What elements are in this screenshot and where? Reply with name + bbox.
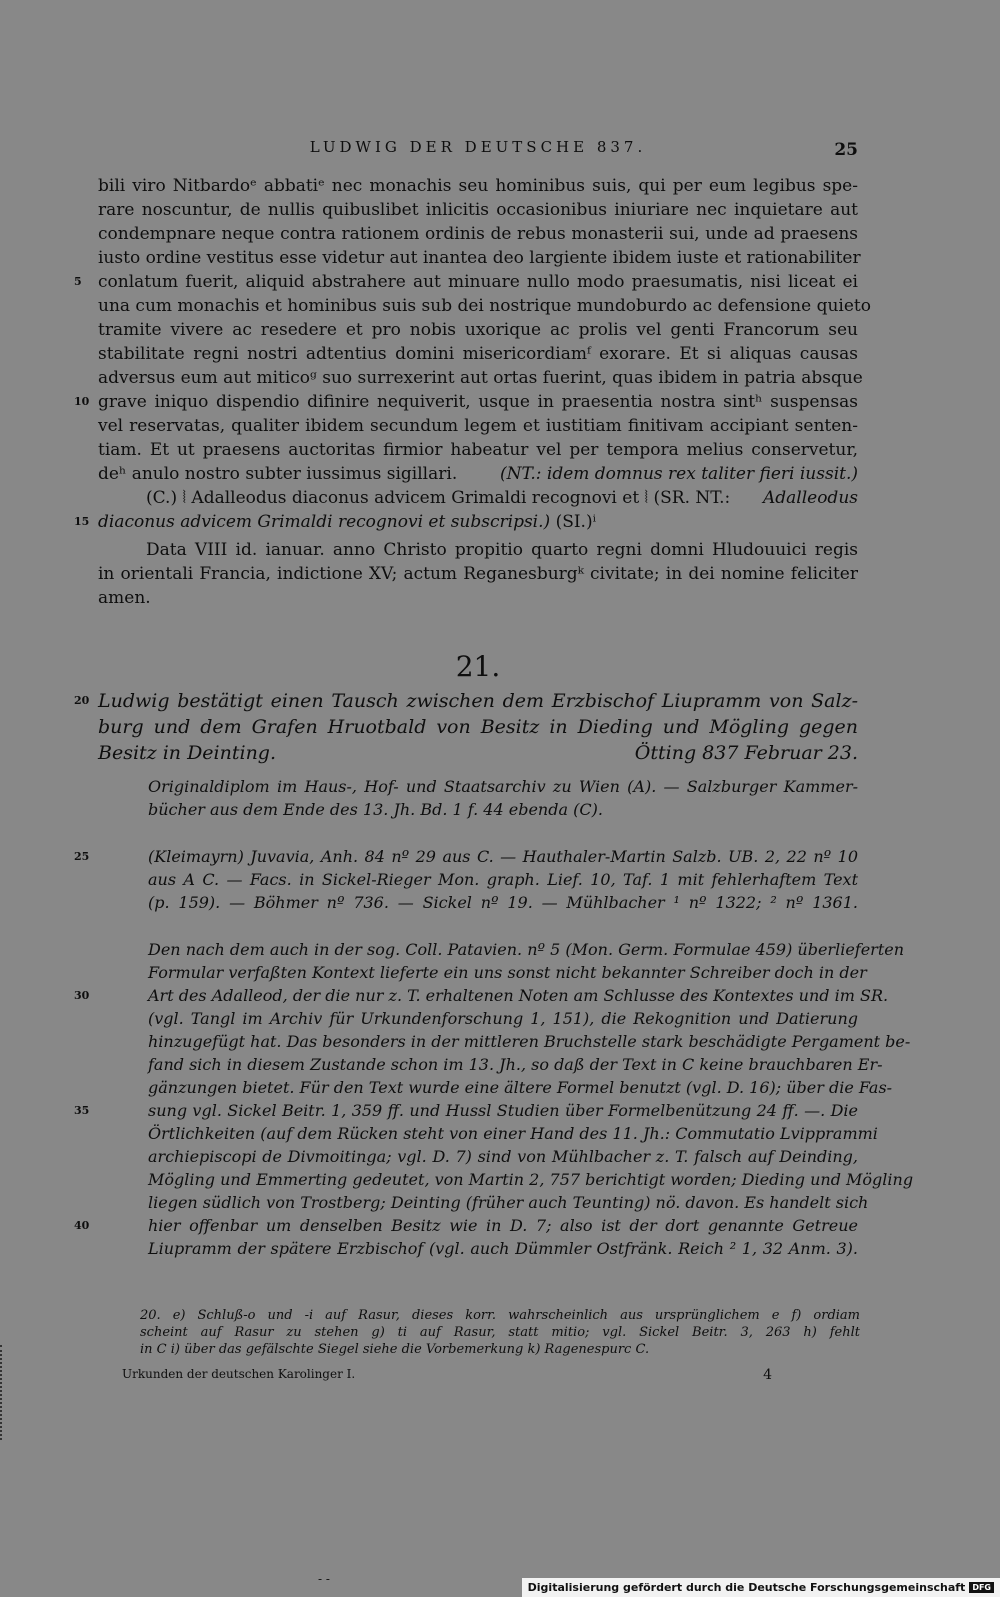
- text-line: [98, 462, 858, 486]
- commentary-line: gänzungen bietet. Für den Text wurde eine ältere Formel benutzt (vgl. D. 16); über die Fas-: [148, 1078, 893, 1097]
- margin-line-number: 5: [74, 275, 82, 288]
- margin-line-number: 35: [74, 1104, 90, 1117]
- recognition-line: [98, 486, 858, 510]
- running-head: LUDWIG DER DEUTSCHE 837.: [309, 138, 647, 156]
- commentary-line: Formular verfaßten Kontext lieferte ein uns sonst nicht bekannter Schreiber doch in der: [148, 963, 867, 982]
- footnote-line: 20. e) Schluß-o und -i auf Rasur, dieses korr. wahrscheinlich aus ursprünglichem e f) ordiam: [140, 1308, 860, 1323]
- regest-line: Ludwig bestätigt einen Tausch zwischen dem Erzbischof Liupramm von Salz-: [98, 690, 858, 712]
- margin-line-number: 20: [74, 694, 90, 707]
- regest-line: burg und dem Grafen Hruotbald von Besitz in Dieding und Mögling gegen: [98, 716, 858, 738]
- commentary-line: archiepiscopi de Divmoitinga; vgl. D. 7) sind von Mühlbacher z. T. falsch auf Deinding,: [148, 1147, 858, 1166]
- series-title: Urkunden der deutschen Karolinger I.: [122, 1367, 356, 1381]
- text-line: tiam. Et ut praesens auctoritas firmior habeatur vel per tempora melius conservetur,: [98, 440, 858, 460]
- commentary-line: Örtlichkeiten (auf dem Rücken steht von einer Hand des 11. Jh.: Commutatio Lvipprammi: [148, 1124, 878, 1143]
- commentary-line: hinzugefügt hat. Das besonders in der mittleren Bruchstelle stark beschädigte Pergament be-: [148, 1032, 911, 1051]
- dfg-logo-icon: DFG: [969, 1582, 994, 1593]
- text-line: condempnare neque contra rationem ordinis de rebus monasterii sui, unde ad praesens: [98, 224, 858, 244]
- sheet-signature: 4: [763, 1367, 772, 1383]
- recognition-end: Adalleodus: [762, 488, 858, 508]
- tradition-line: bücher aus dem Ende des 13. Jh. Bd. 1 f. 44 ebenda (C).: [148, 800, 603, 819]
- regest: [98, 688, 858, 766]
- text-line: conlatum fuerit, aliquid abstrahere aut minuare nullo modo praesumatis, nisi liceat ei: [98, 272, 858, 292]
- editions-line: (Kleimayrn) Juvavia, Anh. 84 nº 29 aus C. — Hauthaler-Martin Salzb. UB. 2, 22 nº 10: [148, 847, 858, 866]
- regest-line: [98, 740, 858, 766]
- tradition-line: Originaldiplom im Haus-, Hof- und Staatsarchiv zu Wien (A). — Salzburger Kammer-: [148, 777, 858, 796]
- footnote-line: scheint auf Rasur zu stehen g) ti auf Rasur, statt mitio; vgl. Sickel Beitr. 3, 263 h) fehlt: [140, 1325, 860, 1340]
- diploma-text: [98, 174, 871, 486]
- recognition-cont: diaconus advicem Grimaldi recognovi et subscripsi.): [98, 512, 551, 532]
- text-line: vel reservatas, qualiter ibidem secundum legem et iustitiam finitivam accipiant senten-: [98, 416, 858, 436]
- commentary-line: Liupramm der spätere Erzbischof (vgl. auch Dümmler Ostfränk. Reich ² 1, 32 Anm. 3).: [148, 1239, 858, 1258]
- editions: [148, 845, 858, 914]
- footnotes: [140, 1307, 860, 1358]
- page-header: [98, 138, 858, 162]
- commentary-line: Art des Adalleod, der die nur z. T. erhaltenen Noten am Schlusse des Kontextes und im SR.: [148, 986, 889, 1005]
- commentary-line: Den nach dem auch in der sog. Coll. Patavien. nº 5 (Mon. Germ. Formulae 459) überlieferten: [148, 940, 905, 959]
- text-line: iusto ordine vestitus esse videtur aut inantea deo largiente ibidem iuste et rationabiliter: [98, 248, 861, 268]
- commentary-line: Mögling und Emmerting gedeutet, von Martin 2, 757 berichtigt worden; Dieding und Mögling: [148, 1170, 914, 1189]
- dating-line: amen.: [98, 588, 151, 608]
- page-footer: [122, 1367, 772, 1383]
- text-line: bili viro Nitbardoᵉ abbatiᵉ nec monachis seu hominibus suis, qui per eum legibus spe-: [98, 176, 858, 196]
- digitization-credit: [522, 1578, 1000, 1597]
- commentary-line: hier offenbar um denselben Besitz wie in D. 7; also ist der dort genannte Getreue: [148, 1216, 858, 1235]
- margin-line-number: 10: [74, 395, 90, 408]
- text-line: tramite vivere ac resedere et pro nobis uxorique ac prolis vel genti Francorum seu: [98, 320, 858, 340]
- commentary-line: liegen südlich von Trostberg; Deinting (früher auch Teunting) nö. davon. Es handelt sich: [148, 1193, 869, 1212]
- text-line-start: deʰ anulo nostro subter iussimus sigillari.: [98, 464, 458, 484]
- commentary: [148, 938, 914, 1260]
- recognition: [98, 486, 858, 534]
- dating-line: Data VIII id. ianuar. anno Christo propitio quarto regni domni Hludouuici regis: [146, 540, 858, 560]
- footnote-line: in C i) über das gefälschte Siegel siehe die Vorbemerkung k) Ragenespurc C.: [140, 1342, 650, 1357]
- scan-artifact: [0, 1345, 6, 1440]
- commentary-line: (vgl. Tangl im Archiv für Urkundenforschung 1, 151), die Rekognition und Datierung: [148, 1009, 858, 1028]
- page-number: 25: [834, 140, 858, 160]
- margin-line-number: 25: [74, 850, 90, 863]
- dating: [98, 538, 858, 610]
- scan-artifact: - -: [318, 1572, 330, 1586]
- editions-line: aus A C. — Facs. in Sickel-Rieger Mon. graph. Lief. 10, Taf. 1 mit fehlerhaftem Text: [148, 870, 858, 889]
- text-line: grave iniquo dispendio difinire nequiverit, usque in praesentia nostra sintʰ suspensas: [98, 392, 858, 412]
- dating-line: in orientali Francia, indictione XV; actum Reganesburgᵏ civitate; in dei nomine feliciter: [98, 564, 858, 584]
- document-number: 21.: [455, 650, 501, 683]
- commentary-line: sung vgl. Sickel Beitr. 1, 359 ff. und Hussl Studien über Formelbenützung 24 ff. —. Die: [148, 1101, 858, 1120]
- editions-line: (p. 159). — Böhmer nº 736. — Sickel nº 19. — Mühlbacher ¹ nº 1322; ² nº 1361.: [148, 893, 858, 912]
- text-line: una cum monachis et hominibus suis sub dei nostrique mundoburdo ac defensione quieto: [98, 296, 871, 316]
- recognition-line: [98, 510, 858, 534]
- recognition-start: (C.) ⦚ Adalleodus diaconus advicem Grimaldi recognovi et ⦚ (SR. NT.:: [146, 488, 731, 508]
- margin-line-number: 15: [74, 515, 90, 528]
- notary-note: (NT.: idem domnus rex taliter fieri iussit.): [500, 464, 858, 484]
- text-line: rare noscuntur, de nullis quibuslibet inlicitis occasionibus iniuriare nec inquietare aut: [98, 200, 858, 220]
- credit-text: Digitalisierung gefördert durch die Deutsche Forschungsgemeinschaft: [527, 1581, 966, 1594]
- regest-last: Besitz in Deinting.: [98, 742, 277, 764]
- margin-line-number: 30: [74, 989, 90, 1002]
- tradition: [148, 775, 858, 821]
- seal-mark: (SI.)ⁱ: [555, 512, 597, 532]
- text-line: adversus eum aut miticoᵍ suo surrexerint aut ortas fuerint, quas ibidem in patria absque: [98, 368, 863, 388]
- commentary-line: fand sich in diesem Zustande schon im 13. Jh., so daß der Text in C keine brauchbaren Er-: [148, 1055, 883, 1074]
- text-line: stabilitate regni nostri adtentius domini misericordiamᶠ exorare. Et si aliquas causas: [98, 344, 858, 364]
- margin-line-number: 40: [74, 1219, 90, 1232]
- regest-date: Ötting 837 Februar 23.: [634, 742, 858, 764]
